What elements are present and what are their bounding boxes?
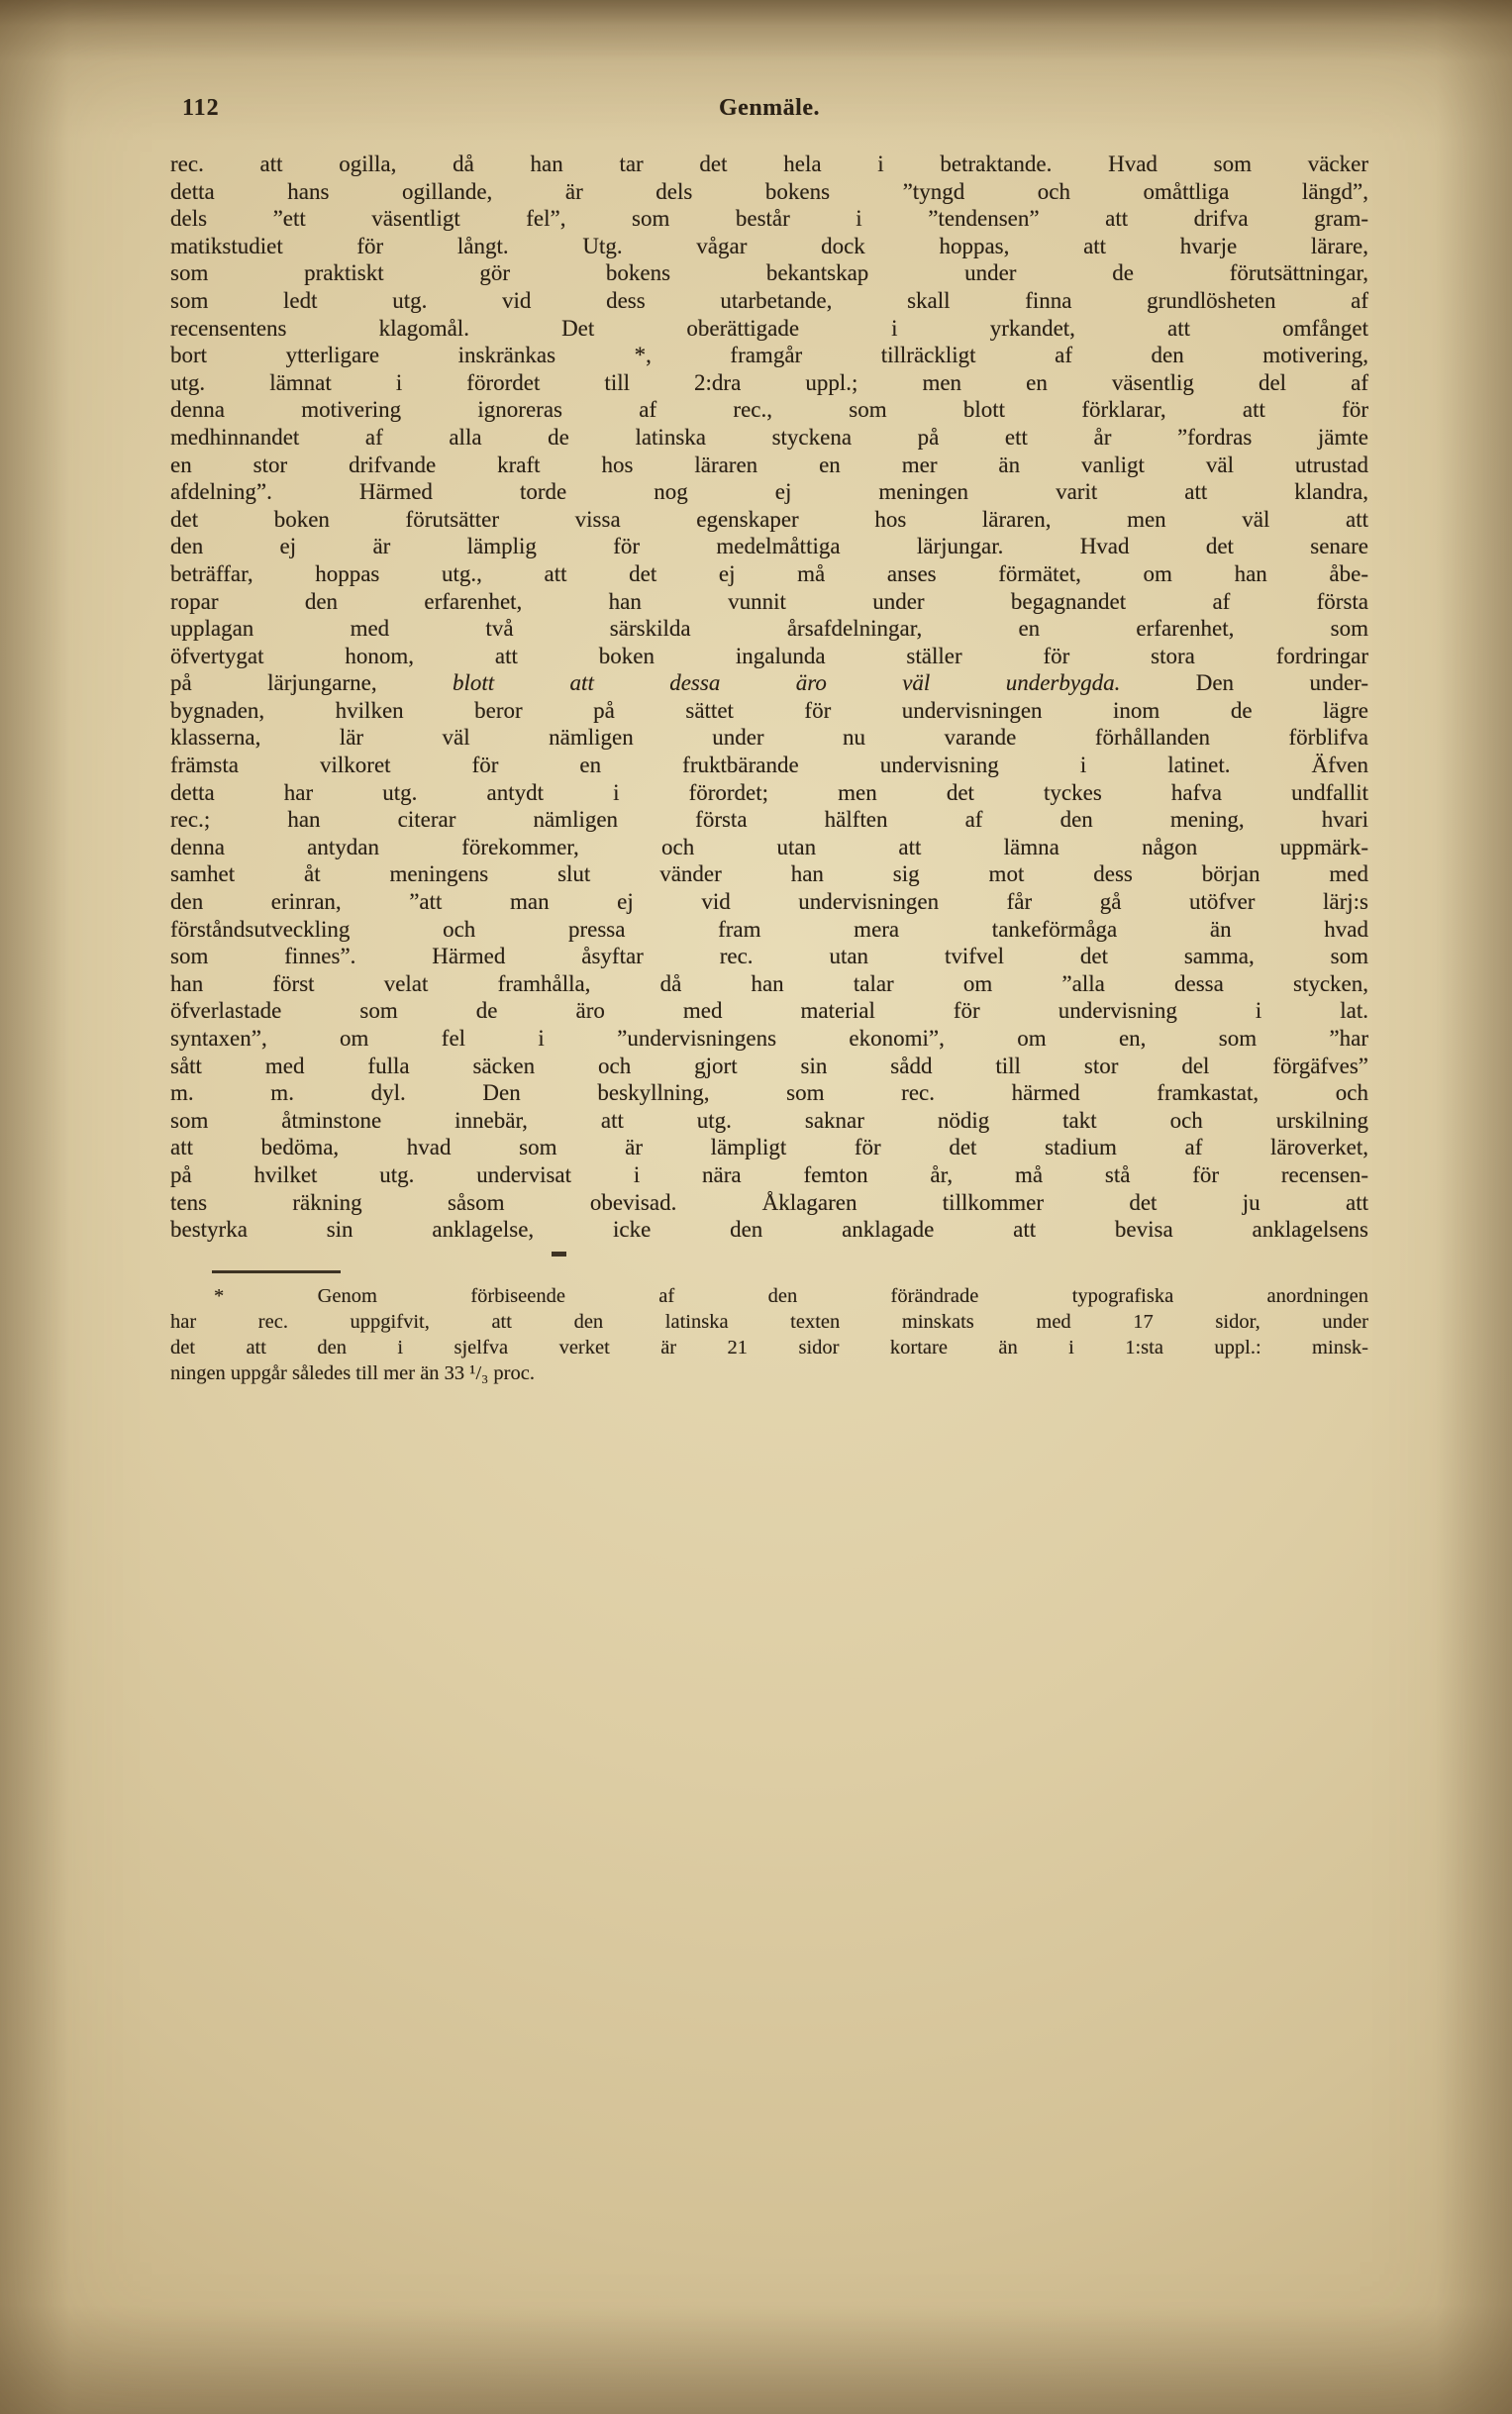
text-segment: beträffar, hoppas utg., att det ej må anses förmätet, om han åbe- bbox=[170, 560, 1368, 586]
text-line bbox=[170, 205, 1368, 233]
text-segment: som åtminstone innebär, att utg. saknar nödig takt och urskilning bbox=[170, 1107, 1368, 1133]
text-line bbox=[170, 860, 1368, 888]
text-line bbox=[170, 1053, 1368, 1080]
footnote-separator-rule bbox=[212, 1270, 341, 1273]
text-line bbox=[170, 615, 1368, 643]
text-segment: på hvilket utg. undervisat i nära femton år, må stå för recensen- bbox=[170, 1161, 1368, 1187]
text-segment: afdelning”. Härmed torde nog ej meningen varit att klandra, bbox=[170, 479, 1368, 505]
text-segment: syntaxen”, om fel i ”undervisningens ekonomi”, om en, som ”har bbox=[170, 1026, 1368, 1051]
text-line bbox=[170, 233, 1368, 260]
text-segment: har rec. uppgifvit, att den latinska texten minskats med 17 sidor, under bbox=[170, 1310, 1368, 1333]
text-line bbox=[170, 669, 1368, 697]
text-segment: ropar den erfarenhet, han vunnit under begagnandet af första bbox=[170, 588, 1368, 614]
text-line bbox=[170, 1283, 1368, 1309]
text-segment: recensentens klagomål. Det oberättigade i yrkandet, att omfånget bbox=[170, 315, 1368, 341]
text-line bbox=[170, 1161, 1368, 1189]
text-line bbox=[170, 287, 1368, 315]
page-number: 112 bbox=[182, 95, 220, 121]
text-line bbox=[170, 369, 1368, 397]
text-segment: på lärjungarne, bbox=[170, 670, 453, 696]
text-line bbox=[170, 1309, 1368, 1335]
text-segment: att bedöma, hvad som är lämpligt för det stadium af läroverket, bbox=[170, 1135, 1368, 1160]
text-line bbox=[170, 997, 1368, 1025]
text-segment: m. m. dyl. Den beskyllning, som rec. härmed framkastat, och bbox=[170, 1080, 1368, 1106]
text-line bbox=[170, 1189, 1368, 1217]
text-segment: * Genom förbiseende af den förändrade typografiska anordningen bbox=[214, 1284, 1368, 1307]
text-line bbox=[170, 1079, 1368, 1107]
text-line bbox=[170, 970, 1368, 998]
text-segment: rec. att ogilla, då han tar det hela i betraktande. Hvad som väcker bbox=[170, 151, 1368, 176]
text-segment: dels ”ett väsentligt fel”, som består i ”tendensen” att drifva gram- bbox=[170, 206, 1368, 232]
text-line bbox=[170, 1107, 1368, 1135]
text-segment: bestyrka sin anklagelse, icke den anklagade att bevisa anklagelsens bbox=[170, 1217, 1368, 1243]
text-segment: bygnaden, hvilken beror på sättet för undervisningen inom de lägre bbox=[170, 697, 1368, 723]
text-line bbox=[170, 1216, 1368, 1244]
text-segment: denna motivering ignoreras af rec., som blott förklarar, att för bbox=[170, 397, 1368, 423]
body-text bbox=[170, 151, 1368, 1244]
text-line bbox=[170, 643, 1368, 670]
text-line bbox=[170, 1134, 1368, 1161]
text-line bbox=[170, 533, 1368, 560]
text-segment: denna antydan förekommer, och utan att lämna någon uppmärk- bbox=[170, 834, 1368, 859]
text-block bbox=[170, 95, 1368, 1386]
page-header bbox=[170, 95, 1368, 129]
text-segment: upplagan med två särskilda årsafdelningar, en erfarenhet, som bbox=[170, 616, 1368, 642]
text-line bbox=[170, 560, 1368, 588]
text-line bbox=[170, 396, 1368, 424]
text-segment: öfvertygat honom, att boken ingalunda ställer för stora fordringar bbox=[170, 643, 1368, 668]
running-title: Genmäle. bbox=[719, 95, 820, 121]
text-line bbox=[170, 806, 1368, 834]
text-segment: öfverlastade som de äro med material för undervisning i lat. bbox=[170, 998, 1368, 1024]
text-segment: klasserna, lär väl nämligen under nu varande förhållanden förblifva bbox=[170, 725, 1368, 751]
text-segment: som ledt utg. vid dess utarbetande, skall finna grundlösheten af bbox=[170, 287, 1368, 313]
text-segment: som praktiskt gör bokens bekantskap under de förutsättningar, bbox=[170, 260, 1368, 286]
text-line bbox=[170, 315, 1368, 343]
italic-text-segment: blott att dessa äro väl underbygda. bbox=[452, 670, 1121, 696]
text-line bbox=[170, 1360, 1368, 1386]
text-line bbox=[170, 834, 1368, 861]
paragraph-end-dash bbox=[552, 1252, 566, 1257]
text-line bbox=[170, 916, 1368, 944]
text-segment: detta hans ogillande, är dels bokens ”tyngd och omåttliga längd”, bbox=[170, 178, 1368, 204]
text-segment: matikstudiet för långt. Utg. vågar dock hoppas, att hvarje lärare, bbox=[170, 233, 1368, 258]
text-line bbox=[170, 588, 1368, 616]
text-segment: förståndsutveckling och pressa fram mera tankeförmåga än hvad bbox=[170, 916, 1368, 942]
text-line bbox=[170, 506, 1368, 534]
text-segment: utg. lämnat i förordet till 2:dra uppl.; men en väsentlig del af bbox=[170, 369, 1368, 395]
text-line bbox=[170, 151, 1368, 178]
text-segment: det att den i sjelfva verket är 21 sidor kortare än i 1:sta uppl.: minsk- bbox=[170, 1336, 1368, 1358]
text-line bbox=[170, 178, 1368, 206]
text-segment: han först velat framhålla, då han talar om ”alla dessa stycken, bbox=[170, 970, 1368, 996]
text-segment: den erinran, ”att man ej vid undervisningen får gå utöfver lärj:s bbox=[170, 889, 1368, 915]
text-line bbox=[170, 452, 1368, 479]
text-segment: det boken förutsätter vissa egenskaper hos läraren, men väl att bbox=[170, 506, 1368, 532]
text-line bbox=[170, 779, 1368, 807]
text-segment: Den under- bbox=[1120, 670, 1369, 696]
text-segment: medhinnandet af alla de latinska styckena på ett år ”fordras jämte bbox=[170, 424, 1368, 450]
text-line bbox=[170, 342, 1368, 369]
text-line bbox=[170, 943, 1368, 970]
text-segment: bort ytterligare inskränkas *, framgår tillräckligt af den motivering, bbox=[170, 343, 1368, 368]
text-segment: främsta vilkoret för en fruktbärande undervisning i latinet. Äfven bbox=[170, 753, 1368, 778]
text-line bbox=[170, 259, 1368, 287]
text-segment: som finnes”. Härmed åsyftar rec. utan tvifvel det samma, som bbox=[170, 944, 1368, 969]
text-line bbox=[170, 888, 1368, 916]
text-segment: en stor drifvande kraft hos läraren en mer än vanligt väl utrustad bbox=[170, 452, 1368, 477]
text-segment: samhet åt meningens slut vänder han sig mot dess början med bbox=[170, 861, 1368, 887]
text-line bbox=[170, 478, 1368, 506]
text-segment: tens räkning såsom obevisad. Åklagaren tillkommer det ju att bbox=[170, 1189, 1368, 1215]
text-segment: rec.; han citerar nämligen första hälften af den mening, hvari bbox=[170, 807, 1368, 833]
text-line bbox=[170, 1025, 1368, 1053]
text-segment: ningen uppgår således till mer än 33 ¹/₃ proc. bbox=[170, 1361, 535, 1384]
text-line bbox=[170, 424, 1368, 452]
text-line bbox=[170, 697, 1368, 725]
footnote-text bbox=[170, 1283, 1368, 1386]
text-line bbox=[170, 752, 1368, 779]
text-line bbox=[170, 724, 1368, 752]
text-line bbox=[170, 1335, 1368, 1360]
text-segment: sått med fulla säcken och gjort sin sådd till stor del förgäfves” bbox=[170, 1053, 1368, 1078]
text-segment: den ej är lämplig för medelmåttiga lärjungar. Hvad det senare bbox=[170, 534, 1368, 559]
text-segment: detta har utg. antydt i förordet; men det tyckes hafva undfallit bbox=[170, 779, 1368, 805]
